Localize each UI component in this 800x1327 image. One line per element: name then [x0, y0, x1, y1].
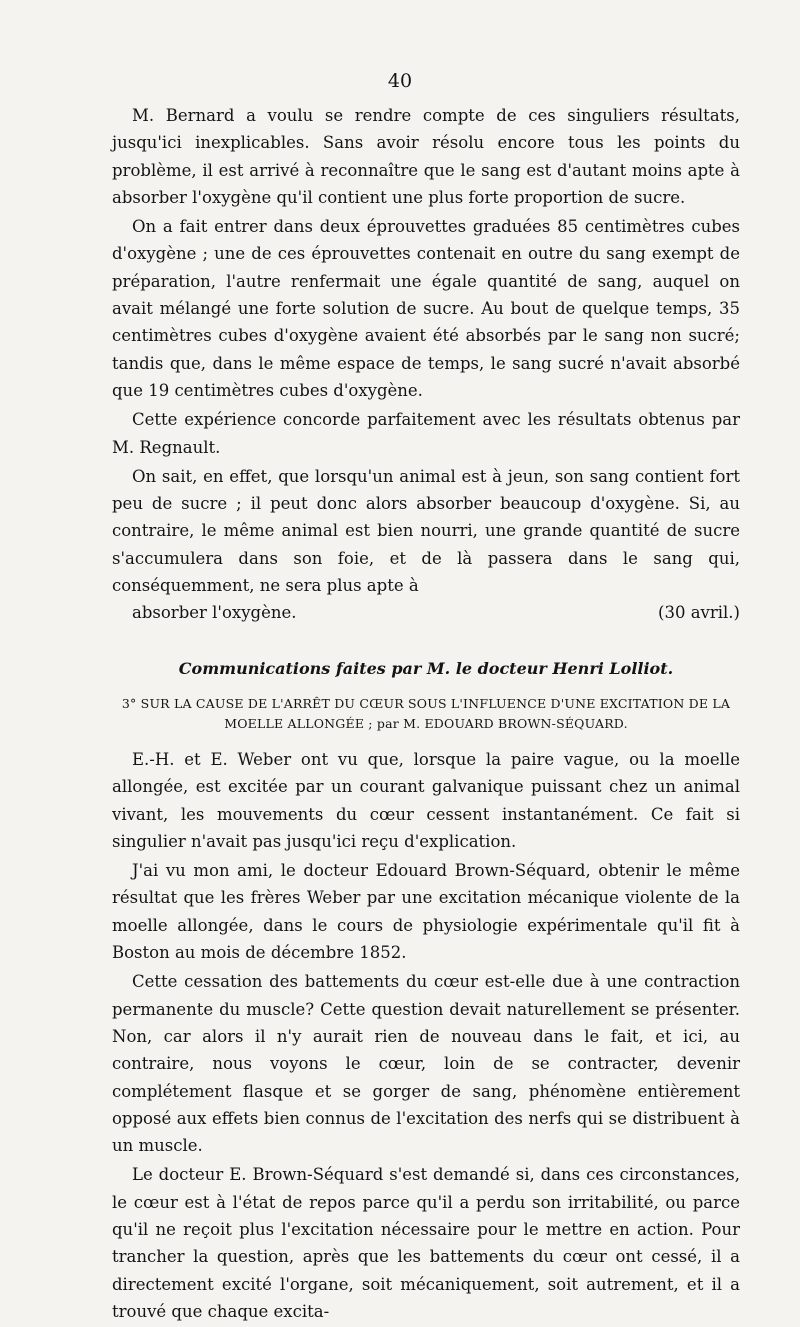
paragraph: J'ai vu mon ami, le docteur Edouard Brown-Séquard, obtenir le même résultat que les frères Weber par une excitation mécanique violente de la moelle allongée, dans le cours de physiologie expérimentale qu'il fit à Boston au mois de décembre 1852.: [112, 861, 740, 963]
paragraph: Cette cessation des battements du cœur est-elle due à une contraction permanente du muscle? Cette question devait naturellement se présenter. Non, car alors il n'y aurait rien de nouveau dans le fait, et ici, au contraire, nous voyons le cœur, loin de se contracter, devenir complétement flasque et se gorger de sang, phénomène entièrement opposé aux effets bien connus de l'excitation des nerfs qui se distribuent à un muscle.: [112, 972, 740, 1156]
paragraph: M. Bernard a voulu se rendre compte de ces singuliers résultats, jusqu'ici inexplicables. Sans avoir résolu encore tous les points du problème, il est arrivé à reconnaître que le sang est d'autant moins apte à absorber l'oxygène qu'il contient une plus forte proportion de sucre.: [112, 106, 740, 207]
paragraph: On a fait entrer dans deux éprouvettes graduées 85 centimètres cubes d'oxygène ; une de ces éprouvettes contenait en outre du sang exempt de préparation, l'autre renfermait une égale quantité de sang, auquel on avait mélangé une forte solution de sucre. Au bout de quelque temps, 35 centimètres cubes d'oxygène avaient été absorbés par le sang non sucré; tandis que, dans le même espace de temps, le sang sucré n'avait absorbé que 19 centimètres cubes d'oxygène.: [112, 217, 740, 400]
page-number: 40: [387, 70, 413, 92]
section-heading: Communications faites par M. le docteur Henri Lolliot.: [178, 658, 674, 678]
paragraph-last-line: absorber l'oxygène.: [132, 603, 297, 623]
paragraph-text: On sait, en effet, que lorsqu'un animal est à jeun, son sang contient fort peu de sucre ; il peut donc alors absorber beaucoup d'oxygène. Si, au contraire, le même animal est bien nourri, une grande quantité de sucre s'accumulera dans son foie, et de là passera dans le sang qui, conséquemment, ne sera plus apte à: [112, 466, 740, 596]
page-body: [112, 102, 740, 1327]
paragraph: Le docteur E. Brown-Séquard s'est demandé si, dans ces circonstances, le cœur est à l'état de repos parce qu'il a perdu son irritabilité, ou parce qu'il ne reçoit plus l'excitation nécessaire pour le mettre en action. Pour trancher la question, après que les battements du cœur ont cessé, il a directement excité l'organe, soit mécaniquement, soit autrement, et il a trouvé que chaque excita-: [112, 1165, 740, 1321]
paragraph: Cette expérience concorde parfaitement avec les résultats obtenus par M. Regnault.: [112, 410, 740, 457]
date-line: [112, 599, 740, 626]
paragraph: E.-H. et E. Weber ont vu que, lorsque la paire vague, ou la moelle allongée, est excitée par un courant galvanique puissant chez un animal vivant, les mouvements du cœur cessent instantanément. Ce fait si singulier n'avait pas jusqu'ici reçu d'explication.: [112, 749, 740, 851]
subsection-title: 3° SUR LA CAUSE DE L'ARRÊT DU CŒUR SOUS L'INFLUENCE D'UNE EXCITATION DE LA MOELLE ALLONGÉE ; par M. EDOUARD BROWN-SÉQUARD.: [121, 695, 731, 731]
paragraph: [112, 463, 740, 627]
date-stamp: (30 avril.): [658, 603, 740, 623]
